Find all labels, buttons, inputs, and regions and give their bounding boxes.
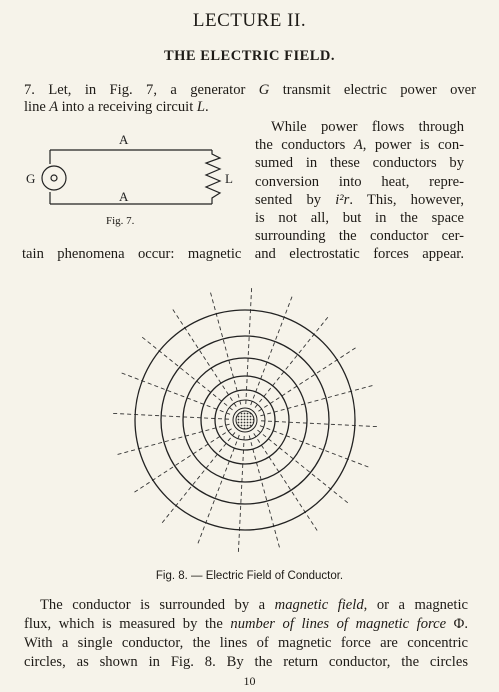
paragraph-7-right-7: surrounding the conductor cer- bbox=[255, 228, 464, 244]
field-line bbox=[249, 435, 280, 550]
field-line bbox=[110, 413, 229, 419]
generator-center bbox=[51, 175, 57, 181]
field-line bbox=[261, 421, 380, 427]
field-line bbox=[115, 424, 230, 455]
paragraph-7-right-3: sumed in these conductors by bbox=[255, 155, 464, 171]
paragraph-7-right-5: sented by i²r. This, however, bbox=[255, 192, 464, 208]
paragraph-7-right-1: While power flows through bbox=[271, 119, 464, 135]
fig7-label-bottom: A bbox=[119, 189, 129, 204]
load-resistor bbox=[206, 150, 220, 204]
fig7-label-load: L bbox=[225, 171, 233, 186]
fig7-label-top: A bbox=[119, 132, 129, 147]
paragraph-7-right-4: conversion into heat, repre- bbox=[255, 174, 464, 190]
fig7-label-generator: G bbox=[26, 171, 36, 186]
field-line bbox=[238, 436, 244, 555]
paragraph-7-line-1: 7. Let, in Fig. 7, a generator G transmit electric power over bbox=[24, 82, 477, 98]
bottom-line-4: circles, as shown in Fig. 8. By the return conductor, the circles bbox=[24, 654, 468, 670]
lecture-heading: LECTURE II. bbox=[192, 10, 307, 31]
field-line bbox=[171, 307, 236, 407]
paragraph-7-line-2: line A into a receiving circuit L. bbox=[24, 99, 209, 115]
field-line bbox=[254, 433, 319, 533]
page-number: 10 bbox=[243, 674, 256, 688]
field-line bbox=[258, 346, 358, 411]
paragraph-7-right-6: is not all, but in the space bbox=[255, 210, 464, 226]
bottom-line-1: The conductor is surrounded by a magnetic field, or a magnetic bbox=[40, 597, 468, 613]
fig8-caption: Fig. 8. — Electric Field of Conductor. bbox=[155, 570, 344, 582]
paragraph-7-right-2: the conductors A, power is con- bbox=[255, 137, 464, 153]
paragraph-7-full-line: tain phenomena occur: magnetic and electrostatic forces appear. bbox=[22, 246, 464, 262]
fig7-caption: Fig. 7. bbox=[106, 215, 135, 227]
fig8-field-diagram bbox=[105, 283, 395, 568]
fig7-circuit-diagram bbox=[24, 128, 244, 223]
chapter-title: THE ELECTRIC FIELD. bbox=[163, 48, 336, 64]
bottom-line-2: flux, which is measured by the number of lines of magnetic force Φ. bbox=[24, 616, 468, 632]
field-line bbox=[260, 385, 375, 416]
bottom-line-3: With a single conductor, the lines of magnetic force are concentric bbox=[24, 635, 468, 651]
generator-circle bbox=[42, 166, 66, 190]
field-line bbox=[132, 429, 232, 494]
conductor-cross-section bbox=[236, 411, 254, 429]
field-line bbox=[246, 285, 252, 404]
field-line bbox=[210, 290, 241, 405]
